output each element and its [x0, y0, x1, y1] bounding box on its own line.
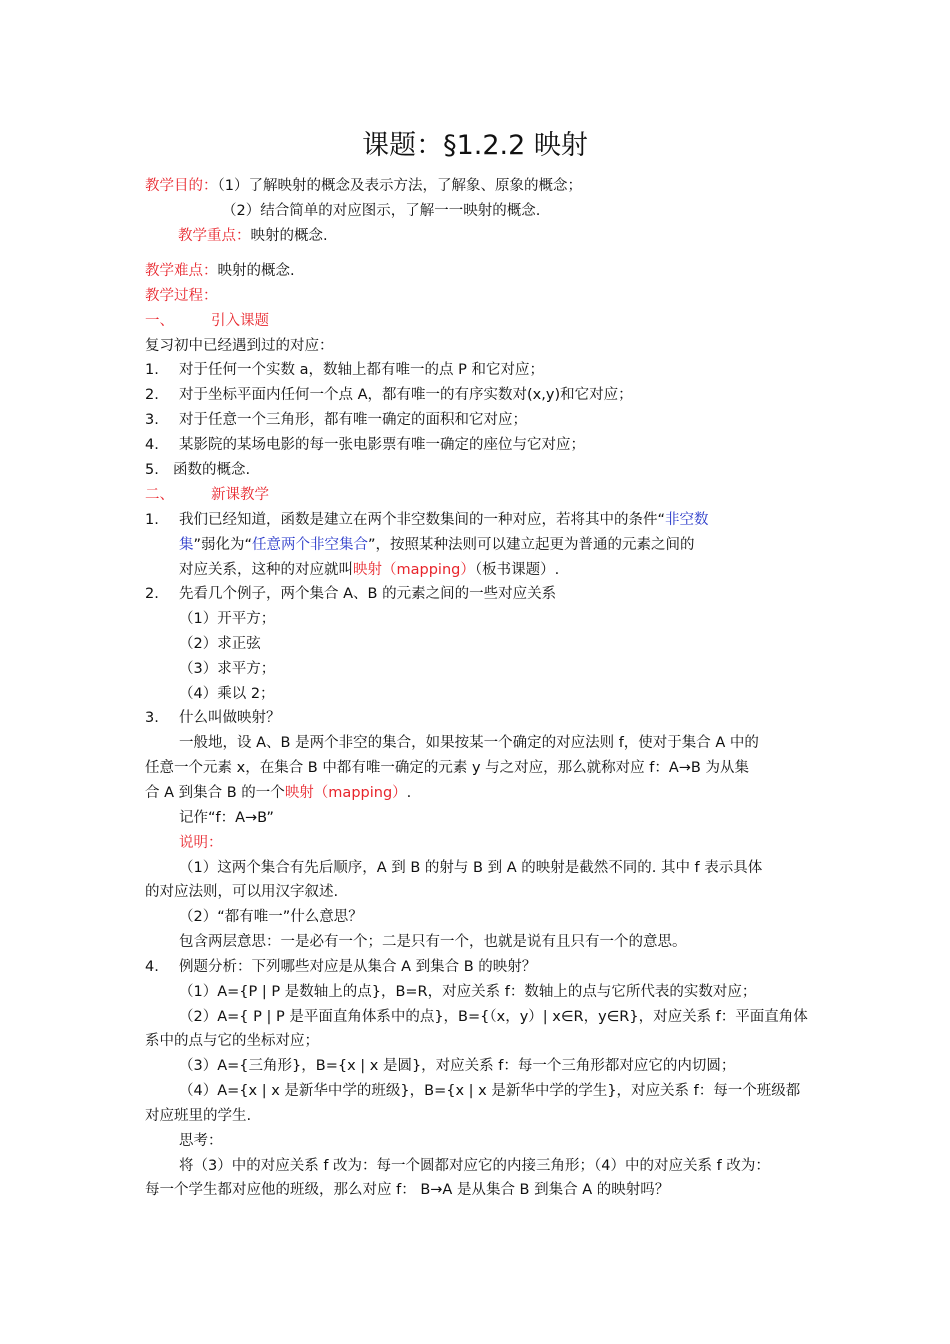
highlight-term: 任意两个非空集合: [252, 537, 369, 553]
mapping-term: 映射（mapping）: [284, 785, 407, 801]
paragraph-1-line-1: 1. 我们已经知道，函数是建立在两个非空数集间的一种对应，若将其中的条件“非空数: [145, 512, 709, 528]
example-1: （1）A={P | P 是数轴上的点}，B=R，对应关系 f：数轴上的点与它所代表的实数对应；: [179, 984, 757, 1000]
definition-line-3: 合 A 到集合 B 的一个映射（mapping）.: [145, 785, 412, 801]
example-3: （3）A={三角形}，B={x | x 是圆}，对应关系 f：每一个三角形都对应它的内切圆；: [179, 1058, 736, 1074]
key-point-label: 教学重点：: [178, 228, 251, 244]
sub-item: （1）开平方；: [179, 611, 276, 627]
objective-2: （2）结合简单的对应图示，了解一一映射的概念.: [222, 203, 541, 219]
note-2: （2）“都有唯一”什么意思？: [179, 909, 363, 925]
section-2-number: 二、: [145, 487, 174, 503]
list-item: 2. 对于坐标平面内任何一个点 A，都有唯一的有序实数对(x,y)和它对应；: [145, 387, 633, 403]
think-line-1: 将（3）中的对应关系 f 改为：每一个圆都对应它的内接三角形；（4）中的对应关系 f 改为：: [179, 1158, 770, 1174]
difficulty-line: [145, 259, 295, 283]
list-item: 1. 对于任何一个实数 a，数轴上都有唯一的点 P 和它对应；: [145, 362, 544, 378]
highlight-term: 非空数: [665, 512, 709, 528]
paragraph-1-line-3: 对应关系，这种的对应就叫映射（mapping）（板书课题）.: [179, 562, 560, 578]
section-2-heading: [145, 483, 269, 507]
difficulty-text: 映射的概念.: [217, 263, 295, 279]
example-2-line-1: （2）A={ P | P 是平面直角体系中的点}，B={（x，y）| x∈R，y∈R}，对应关系 f：平面直角体: [179, 1009, 808, 1025]
section-1-title: 引入课题: [211, 313, 269, 329]
sub-item: （3）求平方；: [179, 661, 276, 677]
think-label: 思考：: [179, 1133, 223, 1149]
section-1-heading: [145, 309, 269, 333]
definition-line-2: 任意一个元素 x，在集合 B 中都有唯一确定的元素 y 与之对应，那么就称对应 f：A→B 为从集: [145, 760, 749, 776]
example-4-line-1: （4）A={x | x 是新华中学的班级}，B={x | x 是新华中学的学生}，对应关系 f：每一个班级都: [179, 1083, 801, 1099]
section-2-title: 新课教学: [211, 487, 269, 503]
objective-1: （1）了解映射的概念及表示方法，了解象、原象的概念；: [217, 178, 582, 194]
example-4-line-2: 对应班里的学生.: [145, 1108, 252, 1124]
note-1-line-2: 的对应法则，可以用汉字叙述.: [145, 884, 339, 900]
process-label: 教学过程：: [145, 288, 218, 304]
section-1-intro: 复习初中已经遇到过的对应：: [145, 338, 334, 354]
key-point-line: [178, 224, 328, 248]
note-1-line-1: （1）这两个集合有先后顺序，A 到 B 的射与 B 到 A 的映射是截然不同的. 其中 f 表示具体: [179, 860, 763, 876]
section-1-number: 一、: [145, 313, 174, 329]
sub-item: （4）乘以 2；: [179, 686, 275, 702]
paragraph-1-line-2: 集”弱化为“任意两个非空集合”，按照某种法则可以建立起更为普通的元素之间的: [179, 537, 695, 553]
difficulty-label: 教学难点：: [145, 263, 218, 279]
list-item: 5. 函数的概念.: [145, 462, 251, 478]
note-2-answer: 包含两层意思：一是必有一个；二是只有一个，也就是说有且只有一个的意思。: [179, 934, 687, 950]
page-title: 课题：§1.2.2 映射: [362, 130, 588, 161]
list-item: 4. 某影院的某场电影的每一张电影票有唯一确定的座位与它对应；: [145, 437, 585, 453]
definition-line-1: 一般地，设 A、B 是两个非空的集合，如果按某一个确定的对应法则 f，使对于集合 A 中的: [179, 735, 759, 751]
paragraph-4: 4. 例题分析：下列哪些对应是从集合 A 到集合 B 的映射？: [145, 959, 537, 975]
key-point-text: 映射的概念.: [250, 228, 328, 244]
think-line-2: 每一个学生都对应他的班级，那么对应 f： B→A 是从集合 B 到集合 A 的映射吗？: [145, 1182, 670, 1198]
note-label: 说明：: [179, 835, 223, 851]
paragraph-3: 3. 什么叫做映射？: [145, 710, 281, 726]
objectives-label: 教学目的：: [145, 178, 218, 194]
mapping-term: 映射（mapping）: [353, 562, 475, 578]
objectives-line-1: [145, 174, 582, 198]
paragraph-2: 2. 先看几个例子，两个集合 A、B 的元素之间的一些对应关系: [145, 586, 557, 602]
sub-item: （2）求正弦: [179, 636, 261, 652]
list-item: 3. 对于任意一个三角形，都有唯一确定的面积和它对应；: [145, 412, 527, 428]
notation-line: 记作“f：A→B”: [179, 810, 274, 826]
example-2-line-2: 系中的点与它的坐标对应；: [145, 1033, 319, 1049]
